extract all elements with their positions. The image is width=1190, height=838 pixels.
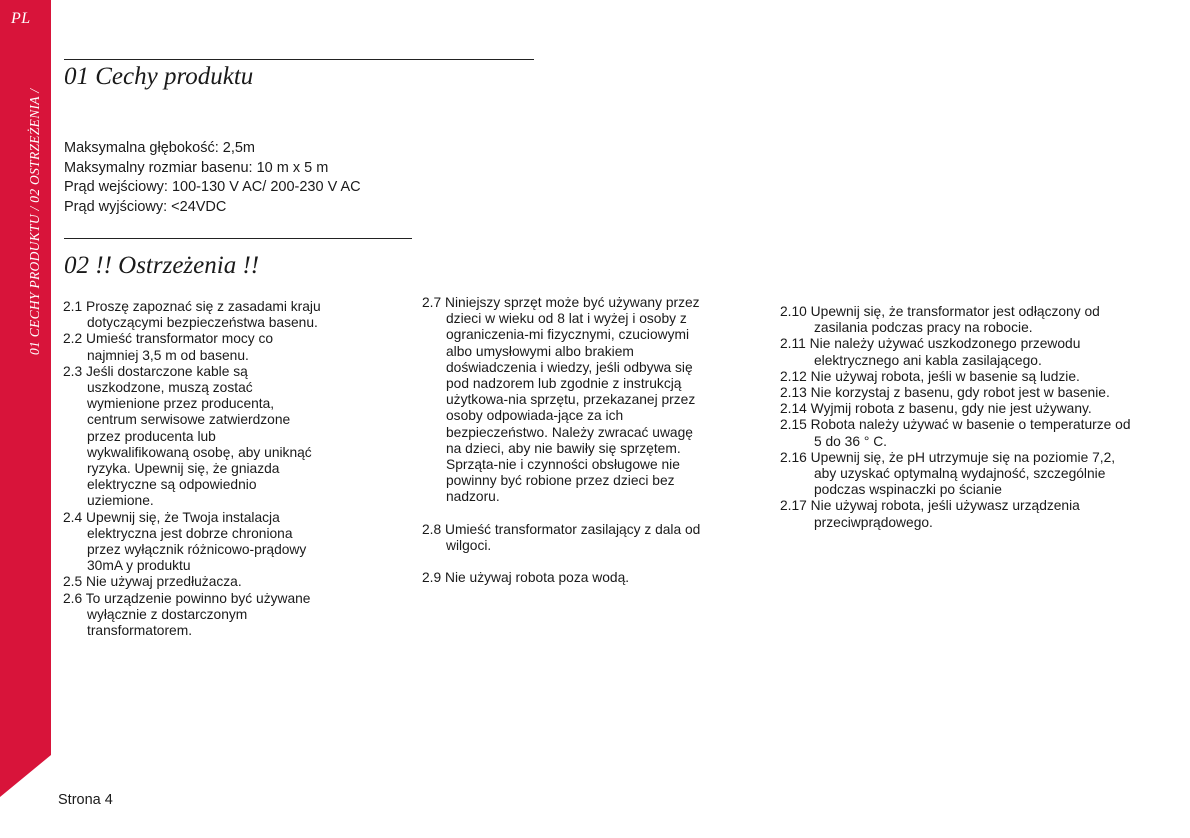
- sidebar: [0, 0, 51, 838]
- warning-item: 2.7 Niniejszy sprzęt może być używany przez dzieci w wieku od 8 lat i wyżej i osoby z ograniczenia-mi fizycznymi, czuciowymi albo umysłowymi albo brakiem doświadczenia i wiedzy, jeśli odbywa się pod nadzorem lub zgodnie z instrukcją użytkowa-nia sprzętu, przekazanej przez osoby odpowiada-jące za ich bezpieczeństwo. Należy zwracać uwagę na dzieci, aby nie bawiły się sprzętem. Sprząta-nie i czynności obsługowe nie powinny być robione przez dzieci bez nadzoru.: [422, 295, 700, 505]
- section-path-label: 01 CECHY PRODUKTU / 02 OSTRZEŻENIA /: [27, 88, 42, 355]
- warnings-column-1: [63, 299, 321, 639]
- warning-item: 2.5 Nie używaj przedłużacza.: [63, 574, 242, 590]
- warning-item: 2.13 Nie korzystaj z basenu, gdy robot jest w basenie.: [780, 385, 1110, 401]
- warning-item: 2.15 Robota należy używać w basenie o temperaturze od 5 do 36 ° C.: [780, 417, 1131, 449]
- warning-item: 2.17 Nie używaj robota, jeśli używasz urządzenia przeciwprądowego.: [780, 498, 1080, 530]
- warning-item: 2.2 Umieść transformator mocy co najmniej 3,5 m od basenu.: [63, 331, 274, 363]
- warnings-column-2: [422, 295, 702, 586]
- spec-output-current: Prąd wyjściowy: <24VDC: [64, 198, 227, 215]
- warning-item: 2.14 Wyjmij robota z basenu, gdy nie jest używany.: [780, 401, 1092, 417]
- section1-title: 01 Cechy produktu: [64, 63, 254, 90]
- spec-input-current: Prąd wejściowy: 100-130 V AC/ 200-230 V AC: [64, 179, 361, 195]
- warning-item: 2.8 Umieść transformator zasilający z dala od wilgoci.: [422, 521, 701, 553]
- warning-item: 2.9 Nie używaj robota poza wodą.: [422, 570, 630, 586]
- warning-item: 2.16 Upewnij się, że pH utrzymuje się na poziomie 7,2, aby uzyskać optymalną wydajność, szczególnie podczas wspinaczki po ścianie: [780, 449, 1116, 498]
- section2-rule: [64, 238, 412, 239]
- spec-max-depth: Maksymalna głębokość: 2,5m: [64, 140, 255, 156]
- warning-item: 2.4 Upewnij się, że Twoja instalacja elektryczna jest dobrze chroniona przez wyłącznik różnicowo-prądowy 30mA y produktu: [63, 509, 307, 574]
- language-code: PL: [11, 10, 31, 27]
- warning-item: 2.12 Nie używaj robota, jeśli w basenie są ludzie.: [780, 368, 1080, 384]
- warnings-column-3: [780, 304, 1132, 531]
- warning-item: 2.10 Upewnij się, że transformator jest odłączony od zasilania podczas pracy na robocie.: [780, 304, 1100, 336]
- warning-item: 2.1 Proszę zapoznać się z zasadami kraju dotyczącymi bezpieczeństwa basenu.: [63, 299, 321, 331]
- section2-title: 02 !! Ostrzeżenia !!: [64, 252, 260, 279]
- warning-item: 2.11 Nie należy używać uszkodzonego przewodu elektrycznego ani kabla zasilającego.: [780, 336, 1081, 368]
- warning-item: 2.3 Jeśli dostarczone kable są uszkodzone, muszą zostać wymienione przez producenta, centrum serwisowe zatwierdzone przez producenta lub wykwalifikowaną osobę, aby uniknąć ryzyka. Upewnij się, że gniazda elektryczne są odpowiednio uziemione.: [63, 363, 312, 509]
- spec-list: [64, 139, 361, 217]
- warning-item: 2.6 To urządzenie powinno być używane wyłącznie z dostarczonym transformatorem.: [63, 590, 311, 639]
- section1-rule: [64, 59, 534, 60]
- sidebar-band: [0, 0, 51, 838]
- page-number: Strona 4: [58, 792, 113, 808]
- spec-max-pool-size: Maksymalny rozmiar basenu: 10 m x 5 m: [64, 159, 329, 176]
